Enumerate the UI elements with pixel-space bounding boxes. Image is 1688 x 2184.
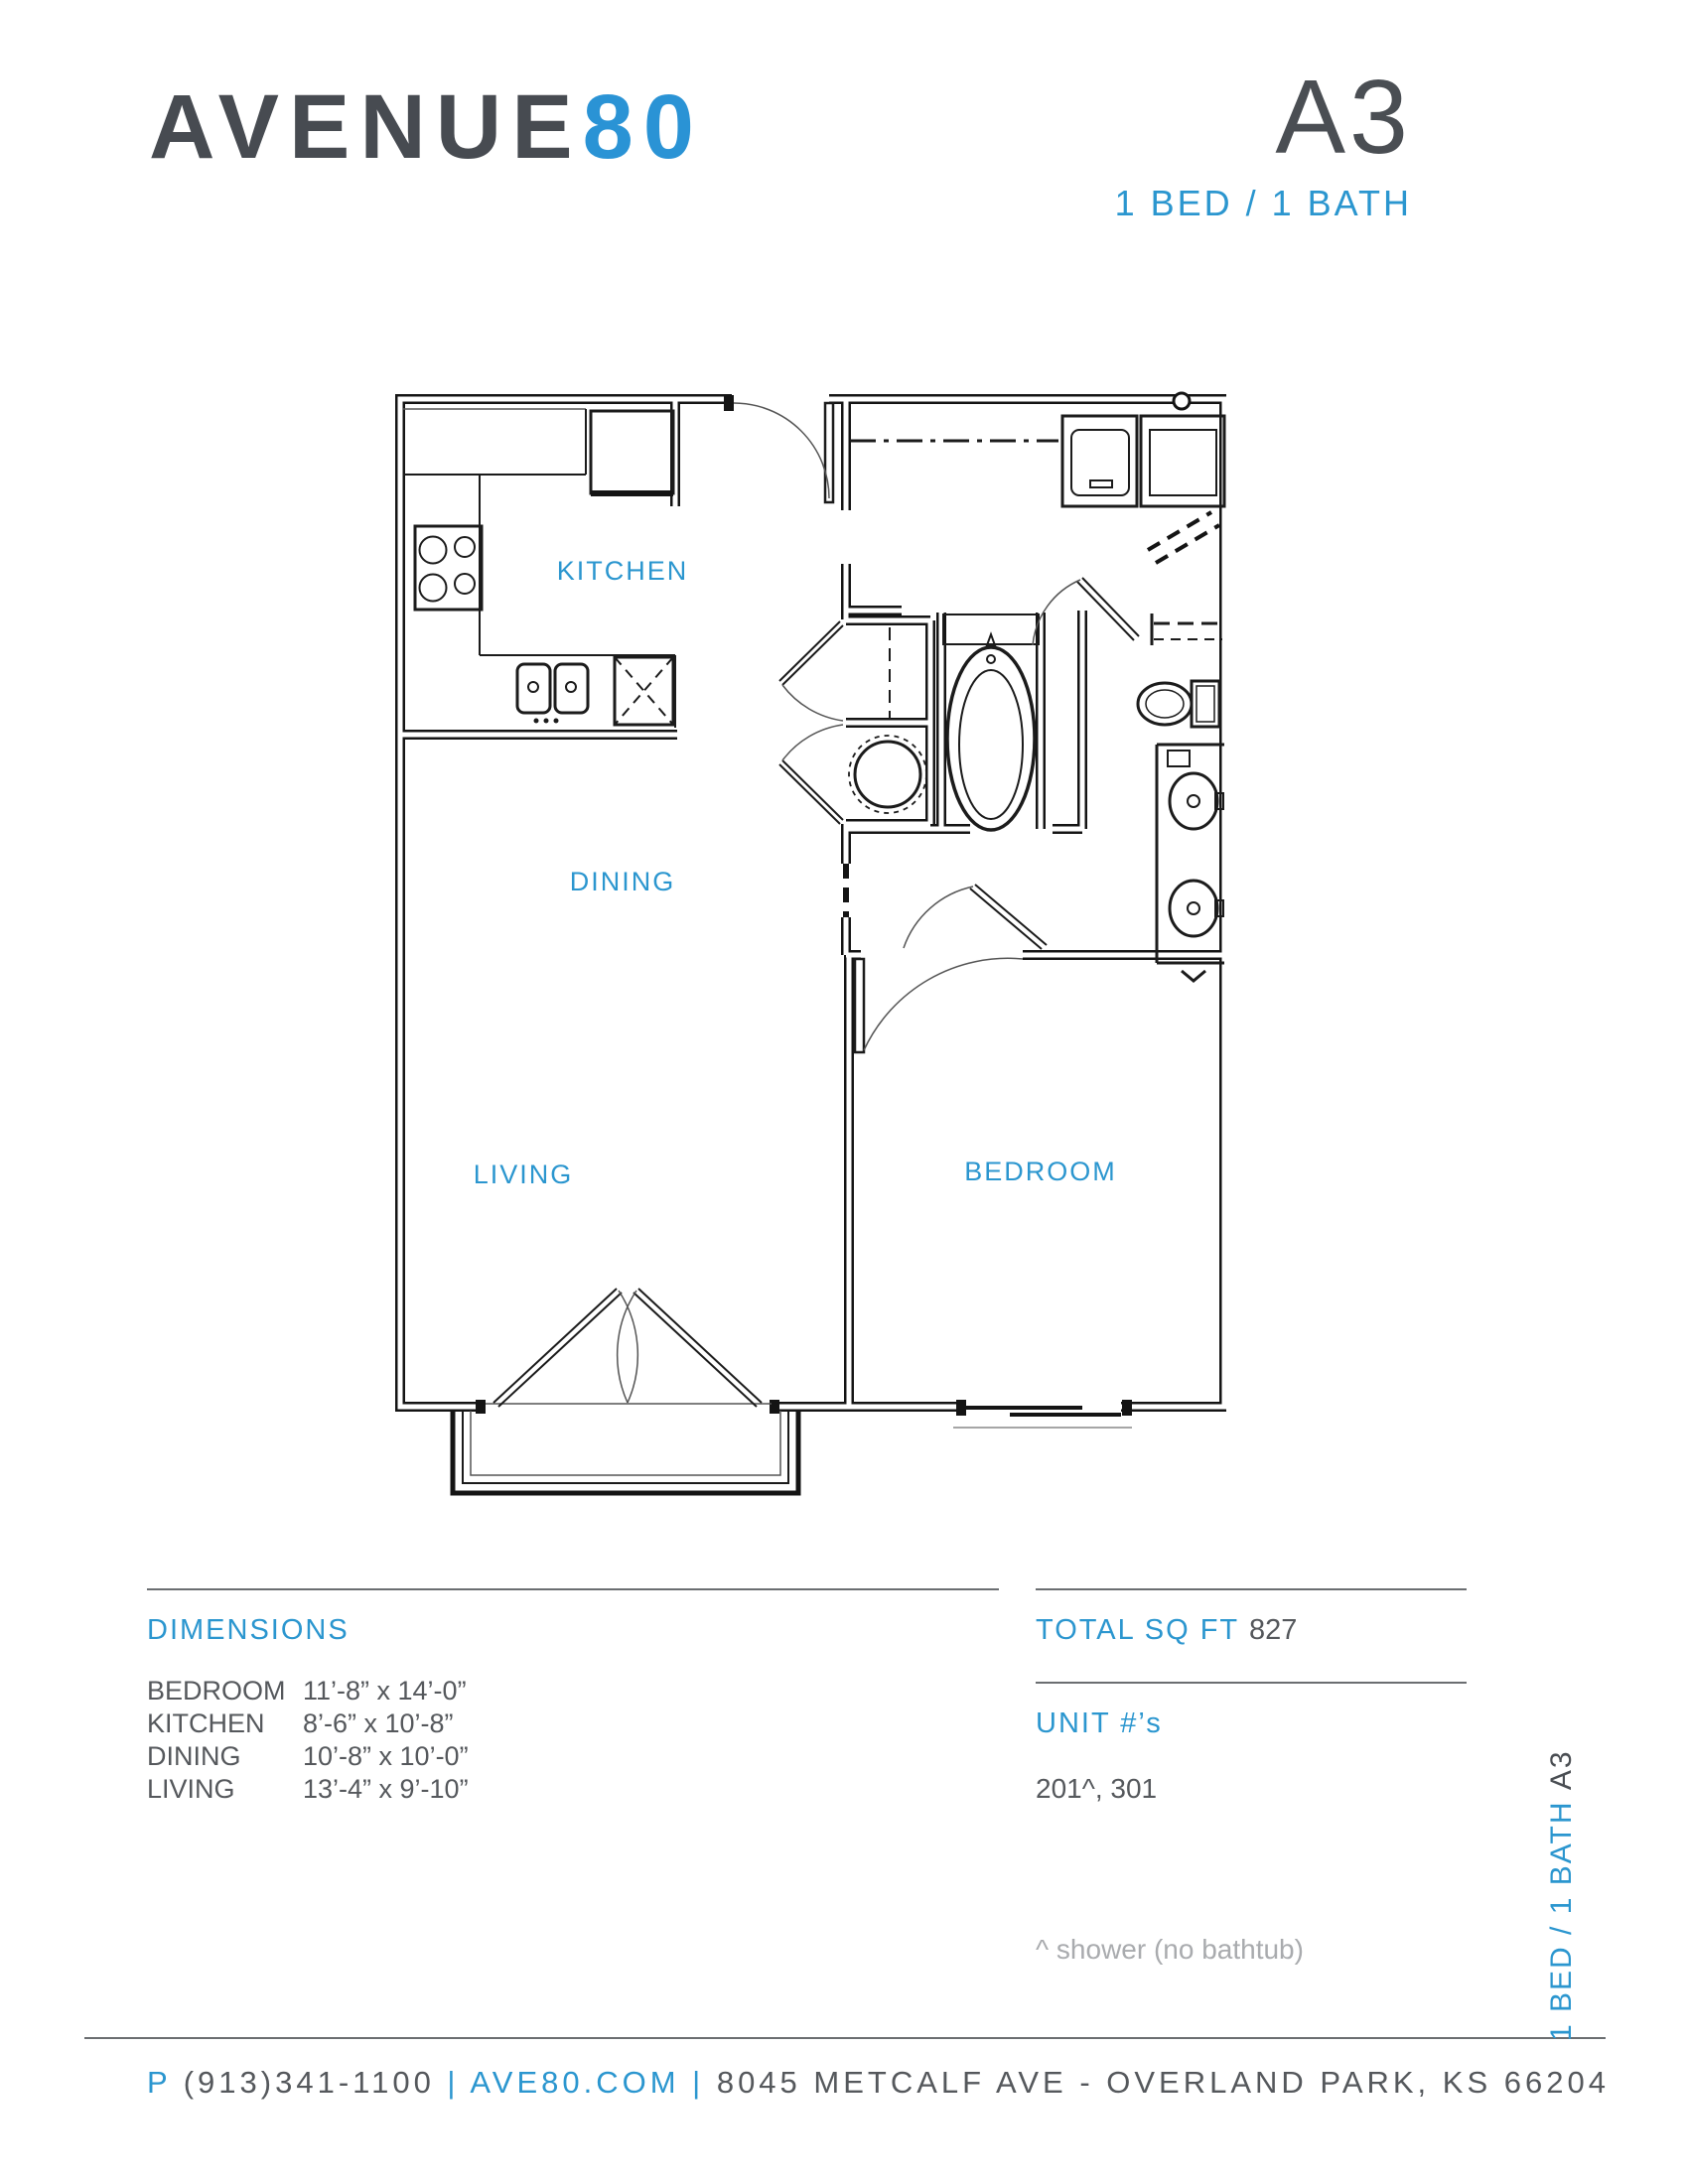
sink-icon [1170, 881, 1217, 936]
dimension-room: LIVING [147, 1774, 235, 1804]
french-doors [486, 1289, 772, 1407]
dryer-icon [1141, 416, 1224, 506]
dimension-size: 13’-4” x 9’-10” [303, 1774, 469, 1804]
total-sqft-value: 827 [1249, 1614, 1298, 1646]
dimension-size: 8’-6” x 10’-8” [303, 1708, 454, 1738]
units-value: 201^, 301 [1036, 1773, 1158, 1804]
separator: | [434, 2065, 471, 2100]
dimension-room: DINING [147, 1741, 241, 1771]
brand-accent: 80 [582, 76, 704, 178]
entry-door [734, 403, 833, 502]
vertical-plan-code: A3 [1545, 1749, 1578, 1791]
address: 8045 METCALF AVE - OVERLAND PARK, KS 66204 [716, 2065, 1610, 2100]
vertical-plan-tab [1545, 1743, 1579, 2041]
dining-label: DINING [569, 867, 676, 896]
door-jamb [770, 1400, 779, 1414]
total-sqft-label: TOTAL SQ FT [1036, 1614, 1240, 1646]
dishwasher-icon [615, 657, 673, 725]
kitchen-sink-icon [517, 664, 588, 724]
vertical-plan-type: 1 BED / 1 BATH [1545, 1790, 1578, 2041]
floor-plan-drawing [387, 389, 1226, 1501]
entry-jamb [724, 395, 734, 411]
dimension-row [147, 1774, 469, 1805]
divider [147, 1588, 999, 1590]
dimensions-title: DIMENSIONS [147, 1614, 350, 1646]
patio-rail [453, 1411, 798, 1493]
plan-type: 1 BED / 1 BATH [1114, 183, 1412, 223]
chevron-down-icon [1182, 971, 1205, 981]
window-jamb [956, 1400, 966, 1416]
bedroom-label: BEDROOM [964, 1157, 1117, 1186]
dimension-row [147, 1676, 467, 1706]
units-label: UNIT #’s [1036, 1707, 1163, 1739]
brand-logo [149, 75, 704, 180]
washer-icon [1062, 416, 1137, 506]
water-heater-icon [849, 736, 926, 813]
walls [400, 393, 1224, 1416]
bedroom-door [855, 958, 1023, 1052]
dimension-size: 10’-8” x 10’-0” [303, 1741, 469, 1771]
phone-prefix: P [147, 2065, 184, 2100]
window-jamb [1122, 1400, 1132, 1416]
vestibule-door [904, 885, 1047, 949]
closet-door-lower [779, 725, 843, 824]
plan-code: A3 [1275, 59, 1412, 176]
dimension-room: BEDROOM [147, 1676, 286, 1706]
divider [1036, 1682, 1467, 1684]
website-link[interactable]: AVE80.COM [470, 2065, 680, 2100]
brand-primary: AVENUE [149, 76, 583, 178]
separator: | [679, 2065, 717, 2100]
laundry-fixtures [850, 416, 1224, 563]
shower-note: ^ shower (no bathtub) [1036, 1934, 1304, 1965]
dimension-size: 11’-8” x 14’-0” [303, 1676, 467, 1706]
closet-door-upper [779, 621, 843, 721]
kitchen-label: KITCHEN [556, 556, 689, 586]
phone-number: (913)341-1100 [183, 2065, 435, 2100]
tub-deck [943, 614, 1039, 644]
dimension-row [147, 1741, 469, 1772]
divider [1036, 1588, 1467, 1590]
door-jamb [476, 1400, 486, 1414]
closet-rod-dashed [1148, 512, 1219, 563]
bathroom-fixtures [904, 578, 1224, 981]
wall-vent-icon [1174, 393, 1190, 409]
living-label: LIVING [473, 1160, 574, 1189]
sink-icon [1170, 773, 1217, 829]
divider [84, 2037, 1606, 2039]
vanity-double-sink [1157, 745, 1224, 981]
footer-contact [147, 2065, 1610, 2101]
pantry-icon [591, 411, 673, 493]
toilet-icon [1138, 681, 1219, 727]
bedroom-window [953, 1408, 1132, 1428]
bathtub-icon [947, 634, 1035, 830]
linen-shelf-dashed [1152, 614, 1222, 645]
dimension-row [147, 1708, 454, 1739]
dimension-room: KITCHEN [147, 1708, 265, 1738]
